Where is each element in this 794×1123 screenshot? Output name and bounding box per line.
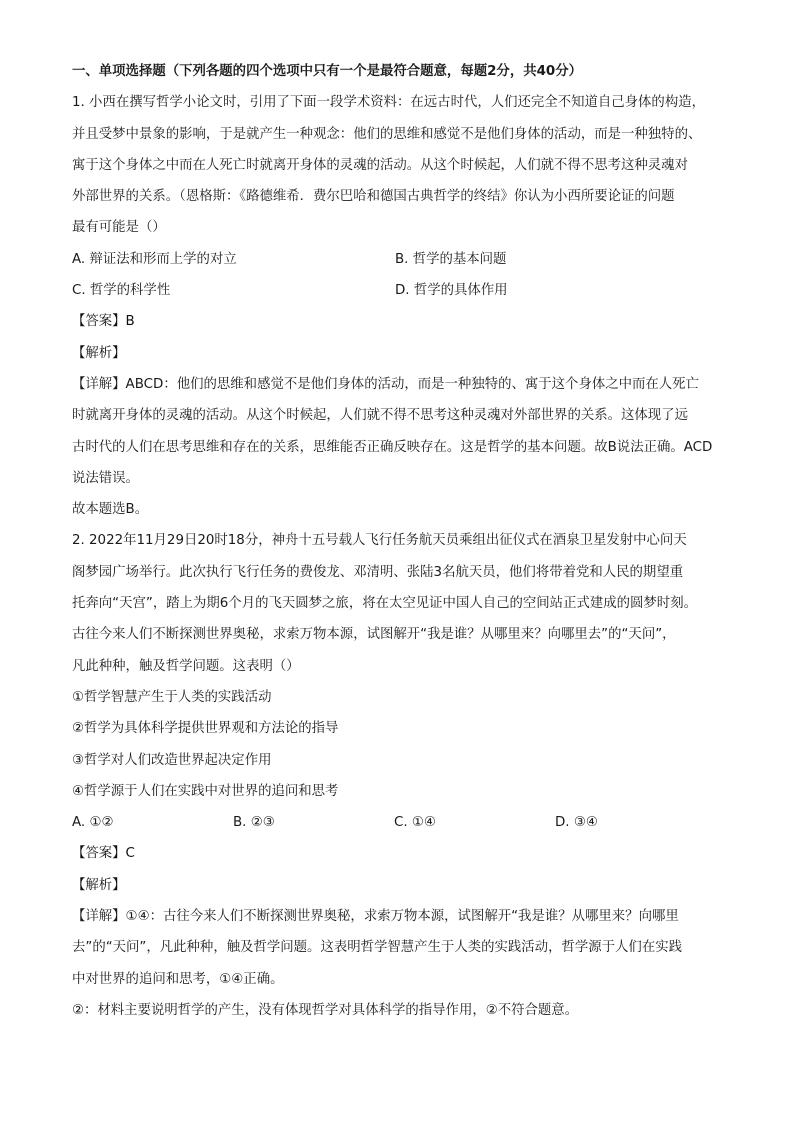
q2-explanation-line: ②：材料主要说明哲学的产生，没有体现哲学对具体科学的指导作用，②不符合题意。 bbox=[72, 1002, 579, 1018]
question-2 bbox=[72, 531, 724, 1020]
q2-stem-line: 托奔向“天宫”，踏上为期6个月的飞天圆梦之旅，将在太空见证中国人自己的空间站正式建成的圆梦时刻。 bbox=[72, 596, 697, 612]
q2-stem-line: 2. 2022年11月29日20时18分，神舟十五号载人飞行任务航天员乘组出征仪式在酒泉卫星发射中心问天 bbox=[72, 533, 687, 549]
q2-explanation-line: 中对世界的追问和思考，①④正确。 bbox=[72, 971, 284, 987]
q1-stem-line: 最有可能是（） bbox=[72, 220, 166, 236]
q2-answer: 【答案】C bbox=[72, 846, 135, 862]
q1-explanation-line: 【详解】ABCD：他们的思维和感觉不是他们身体的活动，而是一种独特的、寓于这个身体之中而在人死亡 bbox=[72, 376, 699, 392]
q1-option-a: A. 辩证法和形而上学的对立 bbox=[72, 251, 237, 267]
section-header: 一、单项选择题（下列各题的四个选项中只有一个是最符合题意，每题2分，共40分） bbox=[72, 64, 583, 79]
q1-option-c: C. 哲学的科学性 bbox=[72, 283, 171, 299]
q1-conclusion: 故本题选B。 bbox=[72, 502, 149, 518]
q2-statement-4: ④哲学源于人们在实践中对世界的追问和思考 bbox=[72, 783, 339, 799]
q2-options-row bbox=[72, 813, 724, 833]
q1-explanation-line: 时就离开身体的灵魂的活动。从这个时候起，人们就不得不思考这种灵魂对外部世界的关系。这体现了远 bbox=[72, 408, 688, 424]
q2-option-b: B. ②③ bbox=[233, 815, 275, 831]
question-1 bbox=[72, 93, 724, 520]
q1-option-d: D. 哲学的具体作用 bbox=[395, 283, 508, 299]
q2-statement-2: ②哲学为具体科学提供世界观和方法论的指导 bbox=[72, 721, 339, 737]
q1-stem-line: 外部世界的关系。（恩格斯：《路德维希．费尔巴哈和德国古典哲学的终结》你认为小西所要论证的问题 bbox=[72, 189, 675, 205]
q1-stem-line: 寓于这个身体之中而在人死亡时就离开身体的灵魂的活动。从这个时候起，人们就不得不思考这种灵魂对 bbox=[72, 157, 688, 173]
document-content bbox=[72, 62, 724, 1032]
q1-stem-line: 并且受梦中景象的影响，于是就产生一种观念：他们的思维和感觉不是他们身体的活动，而是一种独特的、 bbox=[72, 126, 702, 142]
q2-stem-line: 凡此种种，触及哲学问题。这表明（） bbox=[72, 658, 300, 674]
q2-option-c: C. ①④ bbox=[394, 815, 436, 831]
q2-explanation-line: 去”的“天问”，凡此种种，触及哲学问题。这表明哲学智慧产生于人类的实践活动，哲学源于人们在实践 bbox=[72, 940, 682, 956]
q2-analysis-label: 【解析】 bbox=[72, 877, 126, 893]
q2-stem-line: 阁梦园广场举行。此次执行飞行任务的费俊龙、邓清明、张陆3名航天员，他们将带着党和人民的期望重 bbox=[72, 564, 684, 580]
q2-statement-3: ③哲学对人们改造世界起决定作用 bbox=[72, 752, 272, 768]
q1-option-b: B. 哲学的基本问题 bbox=[395, 251, 507, 267]
q1-analysis-label: 【解析】 bbox=[72, 345, 126, 361]
q2-explanation-line: 【详解】①④：古往今来人们不断探测世界奥秘，求索万物本源，试图解开“我是谁？从哪里来？向哪里 bbox=[72, 909, 679, 925]
q2-option-a: A. ①② bbox=[72, 815, 114, 831]
q2-option-d: D. ③④ bbox=[555, 815, 598, 831]
q1-answer: 【答案】B bbox=[72, 314, 135, 330]
q2-statement-1: ①哲学智慧产生于人类的实践活动 bbox=[72, 689, 272, 705]
q1-explanation-line: 古时代的人们在思考思维和存在的关系，思维能否正确反映存在。这是哲学的基本问题。故B说法正确。ACD bbox=[72, 439, 713, 455]
q2-stem-line: 古往今来人们不断探测世界奥秘，求索万物本源，试图解开“我是谁？从哪里来？向哪里去”的“天问”， bbox=[72, 627, 676, 643]
q1-options-row bbox=[72, 250, 724, 270]
q1-stem-line: 1. 小西在撰写哲学小论文时，引用了下面一段学术资料：在远古时代，人们还完全不知道自己身体的构造， bbox=[72, 95, 705, 111]
q1-options-row bbox=[72, 281, 724, 301]
q1-explanation-line: 说法错误。 bbox=[72, 470, 139, 486]
